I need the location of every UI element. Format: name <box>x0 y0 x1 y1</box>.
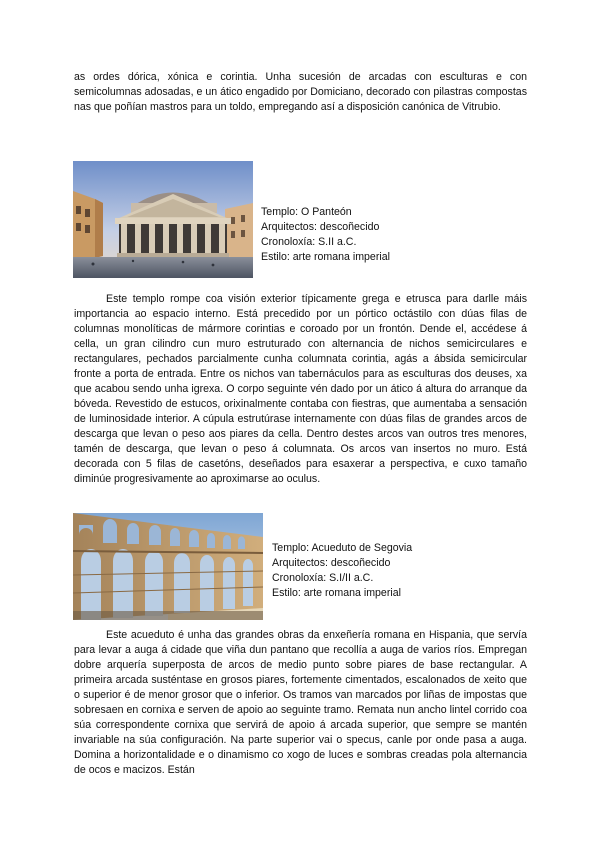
aqueduct-description: Este acueduto é unha das grandes obras da enxeñería romana en Hispania, que servía para levar a auga á cidade que viña dun pantano que recollía a auga de varios ríos. Empregan dobre arquería superposta de arcos de medio punto sobre piares de base rectangular. A primeira arcada susténtase en grosos piares, fortemente cimentados, escalonados de xeito que o superior é de menor grosor que o inferior. Os tramos van marcados por liñas de impostas que sobresaen en cornixa e serven de apoio ao seguinte tramo. Remata nun ancho lintel corrido coa súa correspondente cornixa que servirá de apoio á arcada superior, que sempre se mantén invariable na súa configuración. Na parte superior vai o specus, canle por onde pasa a auga. Domina a horizontalidade e o dinamismo co xogo de luces e sombras creadas pola alternancia de ocos e macizos. Están <box>74 629 527 776</box>
pantheon-description: Este templo rompe coa visión exterior típicamente grega e etrusca para darlle máis importancia ao espacio interno. Está precedido por un pórtico octástilo con dúas filas de columnas monolíticas de mármore corintias e coroado por un frontón. Dende el, accédese á cella, un gran cilindro cun muro estruturado con alternancia de nichos semicirculares e rectangulares, pechados parcialmente cunha columnata corintia, agás a ábsida semicircular fronte a porta de entrada. Entre os nichos van tabernáculos para as esculturas dos deuses, xa que acabou sendo unha igrexa. O corpo seguinte vén dado por un ático á altura do arranque da bóveda. Revestido de estucos, orixinalmente contaba con fiestras, que aumentaba a sensación de luminosidade interior. A cúpula estrutúrase internamente con dúas filas de grandes arcos de descarga que levan o peso aos piares da cella. Dentro destes arcos van outros tres menores, tamén de descarga, que levan o peso á columnata. Os arcos van insertos no muro. Está decorada con 5 filas de casetóns, deseñados para esaxerar a perspectiva, e cuxo tamaño diminúe progresivamente ao aproximarse ao oculus. <box>74 293 527 485</box>
aqueduct-style: Estilo: arte romana imperial <box>272 587 401 599</box>
aqueduct-chronology: Cronoloxía: S.I/II a.C. <box>272 572 374 584</box>
pantheon-temple: Templo: O Panteón <box>261 206 352 218</box>
aqueduct-photo <box>73 513 263 620</box>
pantheon-photo <box>73 161 253 278</box>
pantheon-style: Estilo: arte romana imperial <box>261 251 390 263</box>
pantheon-chronology: Cronoloxía: S.II a.C. <box>261 236 357 248</box>
aqueduct-temple: Templo: Acueduto de Segovia <box>272 542 413 554</box>
pantheon-caption <box>261 205 390 265</box>
aqueduct-caption <box>272 541 412 601</box>
aqueduct-architects: Arquitectos: descoñecido <box>272 557 391 569</box>
intro-paragraph: as ordes dórica, xónica e corintia. Unha sucesión de arcadas con esculturas e con semicolumnas adosadas, e un ático engadido por Domiciano, decorado con pilastras compostas nas que poñían mastros para un toldo, empregando así a disposición canónica de Vitrubio. <box>74 71 527 113</box>
pantheon-architects: Arquitectos: descoñecido <box>261 221 380 233</box>
